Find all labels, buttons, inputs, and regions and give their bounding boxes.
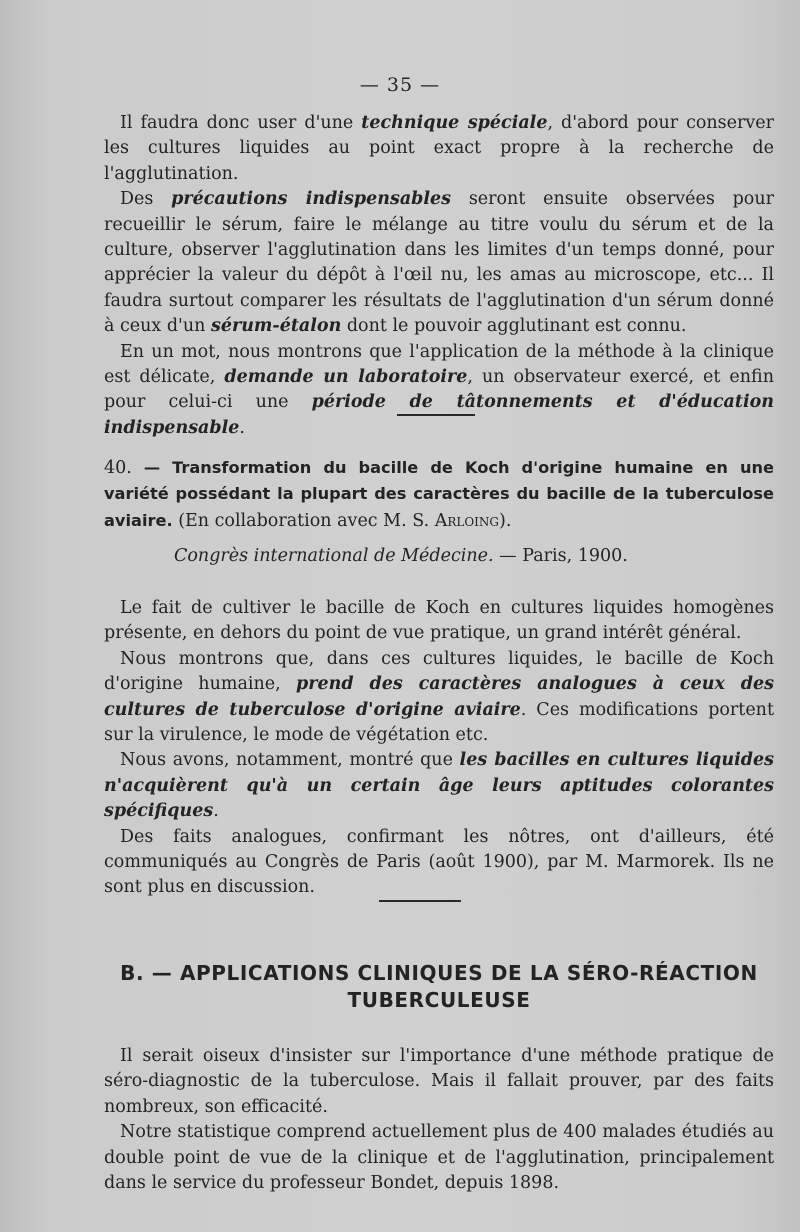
emphasis: demande un laboratoire	[224, 367, 468, 388]
text-run: , un observateur exercé, et enfin pour celui-ci une	[104, 367, 775, 413]
congress-name: Congrès international de Médecine.	[174, 546, 494, 566]
text-run: En un mot, nous montrons que l'application de la méthode à la clinique est délicate,	[104, 341, 774, 388]
paragraph-marmorek: Des faits analogues, confirmant les nôtres, ont d'ailleurs, été communiqués au Congrès de Paris (août 1900), par M. Marmorek. Ils ne sont plus en discussion.	[104, 826, 774, 898]
paragraph-characters	[104, 647, 774, 749]
emphasis: sérum-étalon	[210, 316, 342, 337]
entry-40-body	[104, 596, 774, 901]
text-run: . Ces modifications portent sur la virulence, le mode de végétation etc.	[104, 699, 774, 746]
paragraph-cultures: Le fait de cultiver le bacille de Koch en cultures liquides homogènes présente, en dehors du point de vue pratique, un grand intérêt général.	[104, 598, 774, 644]
paragraph-precautions	[104, 187, 774, 339]
text-run: .	[213, 801, 219, 822]
entry-collab-name: Arloing	[434, 510, 500, 531]
page-number: — 35 —	[359, 74, 441, 96]
text-run: seront ensuite observées pour recueillir le sérum, faire le mélange au titre voulu du sérum et de la culture, observer l'agglutination dans les limites d'un temps donné, pour apprécier la valeur du dépôt à l'œil nu, les amas au microscope, etc... Il faudra surtout comparer les résultats de l'agglutination d'un sérum donné à ceux d'un	[104, 189, 774, 337]
emphasis: les bacilles en cultures liquides n'acquièrent qu'à un certain âge leurs aptitudes colorantes spécifiques	[104, 750, 774, 822]
entry-collab-suffix: ).	[499, 510, 512, 531]
emphasis: technique spéciale	[361, 113, 548, 133]
congress-place: — Paris, 1900.	[499, 546, 628, 566]
text-run: Nous montrons que, dans ces cultures liquides, le bacille de Koch d'origine humaine,	[104, 648, 774, 695]
intro-section	[104, 111, 774, 441]
paragraph-coloring	[104, 748, 774, 824]
entry-venue	[104, 544, 774, 569]
section-heading-b: B. — APPLICATIONS CLINIQUES DE LA SÉRO-RÉACTION TUBERCULEUSE	[120, 961, 758, 1012]
text-run: Il faudra donc user d'une	[120, 113, 362, 133]
entry-number: 40.	[104, 458, 132, 478]
section-divider	[379, 900, 461, 902]
text-run: , d'abord pour conserver les cultures liquides au point exact propre à la recherche de l'agglutination.	[104, 113, 774, 184]
entry-title: — Transformation du bacille de Koch d'origine humaine en une variété possédant la plupart des caractères du bacille de la tuberculose aviaire.	[104, 458, 774, 530]
emphasis: prend des caractères analogues à ceux des cultures de tuberculose d'origine aviaire	[104, 674, 774, 720]
emphasis: précautions indispensables	[171, 189, 452, 210]
paragraph-importance: Il serait oiseux d'insister sur l'importance d'une méthode pratique de séro-diagnostic de la tuberculose. Mais il fallait prouver, par des faits nombreux, son efficacité.	[104, 1046, 774, 1117]
section-b-body	[104, 1044, 774, 1196]
text-run: dont le pouvoir agglutinant est connu.	[341, 316, 687, 337]
publication-entry-40	[104, 455, 774, 534]
emphasis: période de tâtonnements et d'éducation indispensable	[104, 392, 774, 438]
paragraph-statistics: Notre statistique comprend actuellement plus de 400 malades étudiés au double point de vue de la clinique et de l'agglutination, principalement dans le service du professeur Bondet, depuis 1898.	[104, 1122, 774, 1194]
paragraph-technique	[104, 111, 774, 187]
text-run: .	[239, 417, 245, 438]
text-run: Nous avons, notamment, montré que	[120, 750, 460, 771]
paragraph-summary	[104, 340, 774, 442]
section-divider	[397, 414, 475, 416]
text-run: Des	[120, 189, 172, 210]
entry-collab-prefix: (En collaboration avec M. S.	[178, 510, 435, 531]
